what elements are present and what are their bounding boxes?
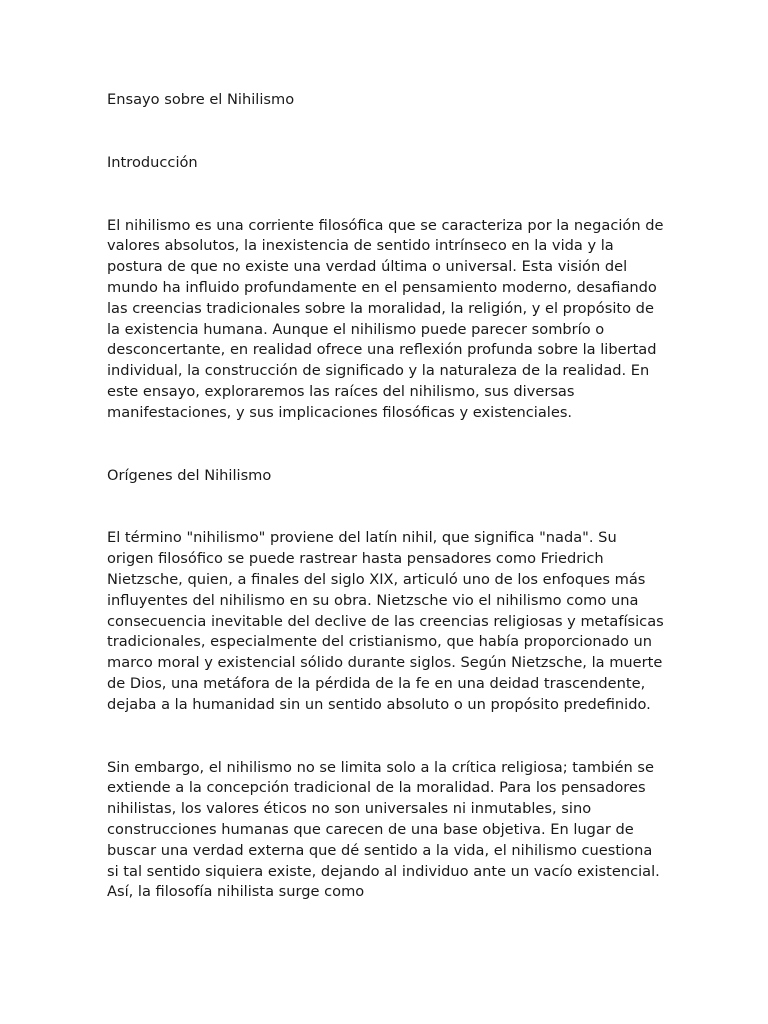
paragraph: El término "nihilismo" proviene del latín nihil, que significa "nada". Su origen filosófico se puede rastrear hasta pensadores como Friedrich Nietzsche, quien, a finales del siglo XIX, articuló uno de los enfoques más influyentes del nihilismo en su obra. Nietzsche vio el nihilismo como una consecuencia inevitable del declive de las creencias religiosas y metafísicas tradicionales, especialmente del cristianismo, que había proporcionado un marco moral y existencial sólido durante siglos. Según Nietzsche, la muerte de Dios, una metáfora de la pérdida de la fe en una deidad trascendente, dejaba a la humanidad sin un sentido absoluto o un propósito predefinido. bbox=[107, 529, 664, 713]
section-heading-origenes: Orígenes del Nihilismo bbox=[107, 466, 272, 484]
document-title: Ensayo sobre el Nihilismo bbox=[107, 91, 295, 108]
paragraph: Sin embargo, el nihilismo no se limita solo a la crítica religiosa; también se extiende a la concepción tradicional de la moralidad. Para los pensadores nihilistas, los valores éticos no son universales ni inmutables, sino construcciones humanas que carecen de una base objetiva. En lugar de buscar una verdad externa que dé sentido a la vida, el nihilismo cuestiona si tal sentido siquiera existe, dejando al individuo ante un vacío existencial. Así, la filosofía nihilista surge como bbox=[107, 758, 660, 901]
paragraph: El nihilismo es una corriente filosófica que se caracteriza por la negación de valores absolutos, la inexistencia de sentido intrínseco en la vida y la postura de que no existe una verdad última o universal. Esta visión del mundo ha influido profundamente en el pensamiento moderno, desafiando las creencias tradicionales sobre la moralidad, la religión, y el propósito de la existencia humana. Aunque el nihilismo puede parecer sombrío o desconcertante, en realidad ofrece una reflexión profunda sobre la libertad individual, la construcción de significado y la naturaleza de la realidad. En este ensayo, exploraremos las raíces del nihilismo, sus diversas manifestaciones, y sus implicaciones filosóficas y existenciales. bbox=[107, 216, 664, 421]
document-body bbox=[107, 90, 667, 945]
section-heading-introduccion: Introducción bbox=[107, 153, 198, 171]
